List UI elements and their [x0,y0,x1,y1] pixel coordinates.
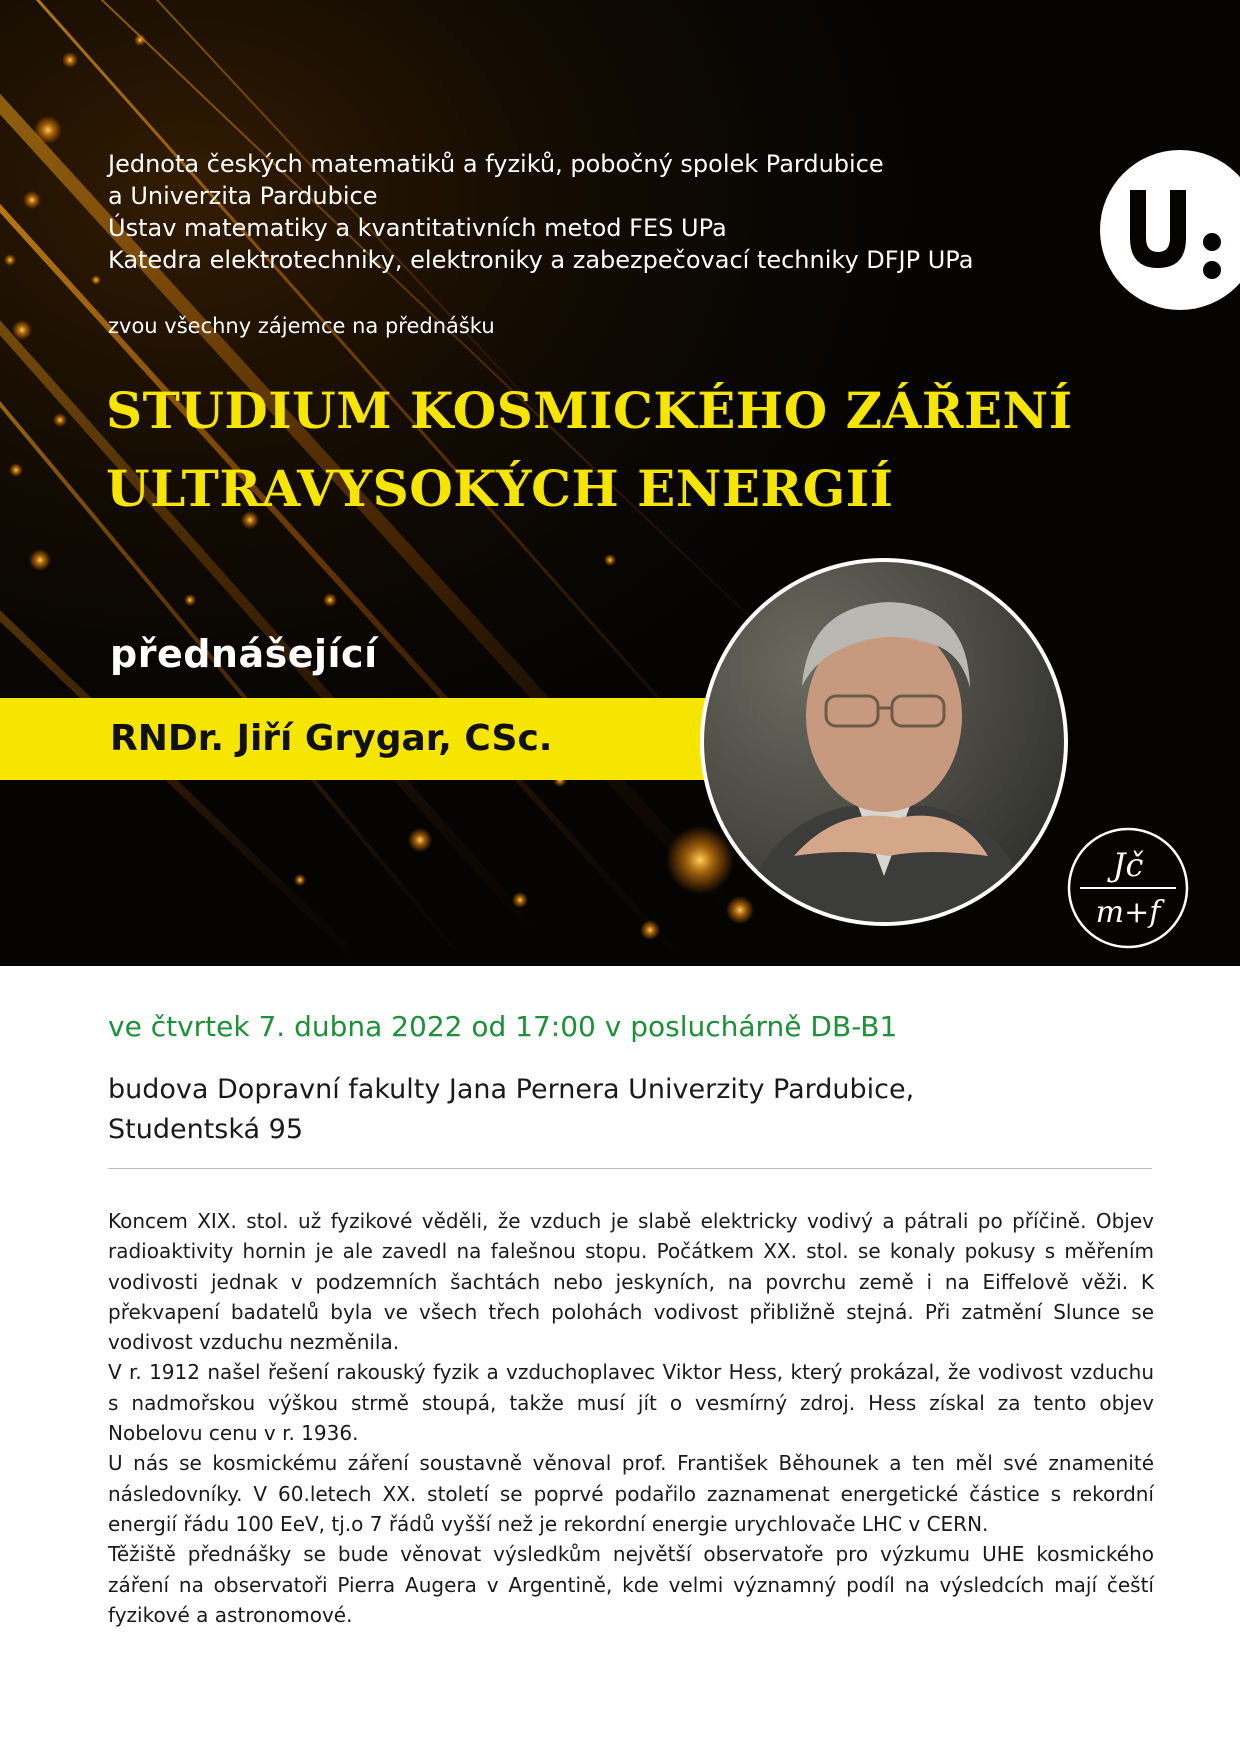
organizer-line: Jednota českých matematiků a fyziků, pobočný spolek Pardubice [108,150,884,178]
lecture-title-line: STUDIUM KOSMICKÉHO ZÁŘENÍ [106,381,1073,440]
abstract-paragraph: Těžiště přednášky se bude věnovat výsledkům největší observatoře pro výzkumu UHE kosmického záření na observatoři Pierra Augera v Argentině, kde velmi významný podíl na výsledcích mají čeští fyzikové a astronomové. [108,1542,1154,1627]
venue-address [108,1070,1148,1150]
abstract-paragraph: V r. 1912 našel řešení rakouský fyzik a vzduchoplavec Viktor Hess, který prokázal, že vodivost vzduchu s nadmořskou výškou strmě stoupá, takže musí jít o vesmírný zdroj. Hess získal za tento objev Nobelovu cenu v r. 1936. [108,1360,1154,1446]
jcmf-logo-top: Jč [1112,846,1144,884]
invitation-text: zvou všechny zájemce na přednášku [108,314,495,338]
date-and-room: ve čtvrtek 7. dubna 2022 od 17:00 v posluchárně DB-B1 [108,1010,898,1043]
lecture-title-line: ULTRAVYSOKÝCH ENERGIÍ [106,459,894,518]
university-pardubice-logo [1100,150,1240,310]
organizer-line: Ústav matematiky a kvantitativních metod FES UPa [108,214,727,242]
speaker-label: přednášející [110,632,378,676]
organizer-line: Katedra elektrotechniky, elektroniky a zabezpečovací techniky DFJP UPa [108,246,974,274]
lecture-title [106,372,1073,528]
abstract-paragraph: Koncem XIX. stol. už fyzikové věděli, že vzduch je slabě elektricky vodivý a pátrali po příčině. Objev radioaktivity hornin je ale zavedl na falešnou stopu. Počátkem XX. stol. se konaly pokusy s měřením vodivosti jednak v podzemních šachtách nebo jeskyních, na povrchu země i na Eiffelově věži. K překvapení badatelů byla ve všech třech polohách vodivost přibližně stejná. Při zatmění Slunce se vodivost vzduchu nezměnila. [108,1209,1154,1355]
venue-line: budova Dopravní fakulty Jana Pernera Univerzity Pardubice, [108,1074,915,1105]
speaker-portrait [698,556,1070,928]
lecture-abstract [108,1206,1154,1630]
venue-line: Studentská 95 [108,1114,303,1145]
divider [108,1168,1152,1169]
speaker-name: RNDr. Jiří Grygar, CSc. [110,718,553,759]
jcmf-logo-bottom: m+f [1095,895,1161,930]
jcmf-logo [1066,826,1190,950]
organizer-line: a Univerzita Pardubice [108,182,378,210]
abstract-paragraph: U nás se kosmickému záření soustavně věnoval prof. František Běhounek a ten měl své znamenité následovníky. V 60.letech XX. století se poprvé podařilo zaznamenat energetické částice s rekordní energií řádu 100 EeV, tj.o 7 řádů vyšší než je rekordní energie urychlovače LHC v CERN. [108,1451,1154,1536]
organizers [108,148,973,276]
